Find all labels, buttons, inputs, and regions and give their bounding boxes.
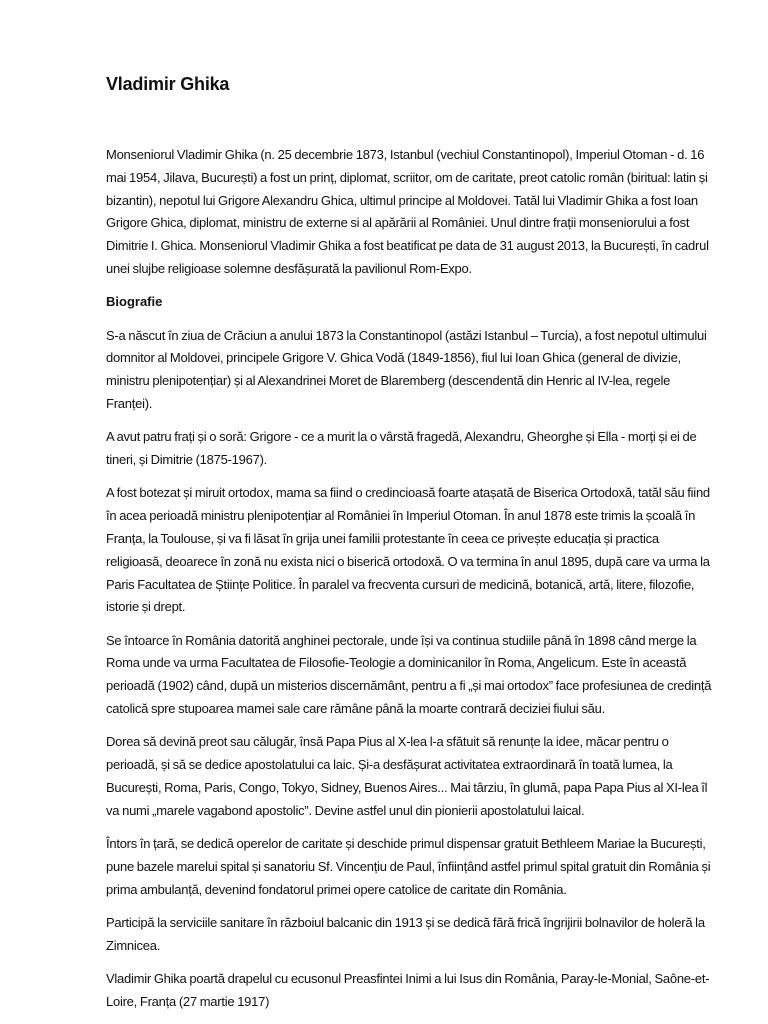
biography-paragraph-1: S-a născut în ziua de Crăciun a anului 1873 la Constantinopol (astăzi Istanbul – Turcia), a fost nepotul ultimului domnitor al Moldovei, principele Grigore V. Ghica Vodă (1849-1856), fiul lui Ioan Ghica (general de divizie, ministru plenipotențiar) și al Alexandrinei Moret de Blaremberg (descendentă din Henric al IV-lea, regele Franței). (106, 327, 707, 411)
biography-paragraph-8: Vladimir Ghika poartă drapelul cu ecusonul Preasfintei Inimi a lui Isus din România, Paray-le-Monial, Saône-et-Loire, Franța (27 martie 1917) (106, 971, 710, 1009)
biography-paragraph-3: A fost botezat și miruit ortodox, mama sa fiind o credincioasă foarte atașată de Biserica Ortodoxă, tatăl său fiind în acea perioadă ministru plenipotențiar al României în Imperiul Otoman. În anul 1878 este trimis la școală în Franța, la Toulouse, și va fi lăsat în grija unei familii protestante în ceea ce privește educația și practica religioasă, deoarece în zonă nu exista nici o biserică ortodoxă. O va termina în anul 1895, după care va urma la Paris Facultatea de Științe Politice. În paralel va frecventa cursuri de medicină, botanică, artă, litere, filozofie, istorie și drept. (106, 485, 710, 615)
document-title: Vladimir Ghika (106, 74, 230, 94)
biography-paragraph-6: Întors în țară, se dedică operelor de caritate și deschide primul dispensar gratuit Bethleem Mariae la București, pune bazele marelui spital și sanatoriu Sf. Vincențiu de Paul, înființând astfel primul spital gratuit din România și prima ambulanță, devenind fondatorul primei opere catolice de caritate din România. (106, 836, 711, 897)
intro-paragraph: Monseniorul Vladimir Ghika (n. 25 decembrie 1873, Istanbul (vechiul Constantinopol), Imperiul Otoman - d. 16 mai 1954, Jilava, București) a fost un prinț, diplomat, scriitor, om de caritate, preot catolic român (biritual: latin și bizantin), nepotul lui Grigore Alexandru Ghica, ultimul principe al Moldovei. Tatăl lui Vladimir Ghika a fost Ioan Grigore Ghica, diplomat, ministru de externe si al apărării al României. Unul dintre frații monseniorului a fost Dimitrie I. Ghica. Monseniorul Vladimir Ghika a fost beatificat pe data de 31 august 2013, la București, în cadrul unei slujbe religioase solemne desfășurată la pavilionul Rom-Expo. (106, 147, 709, 276)
biography-paragraph-7: Participă la serviciile sanitare în războiul balcanic din 1913 și se dedică fără frică îngrijirii bolnavilor de holeră la Zimnicea. (106, 914, 705, 953)
section-heading-biografie: Biografie (106, 294, 163, 310)
biography-paragraph-5: Dorea să devină preot sau călugăr, însă Papa Pius al X-lea l-a sfătuit să renunțe la idee, măcar pentru o perioadă, și să se dedice apostolatului ca laic. Și-a desfășurat activitatea extraordinară în toată lumea, la București, Roma, Paris, Congo, Tokyo, Sidney, Buenos Aires... Mai târziu, în glumă, papa Papa Pius al XI-lea îl va numi „marele vagabond apostolic”. Devine astfel unul din pionierii apostolatului laical. (106, 734, 708, 818)
document-body (106, 144, 714, 1024)
biography-paragraph-2: A avut patru frați și o soră: Grigore - ce a murit la o vârstă fragedă, Alexandru, Gheorghe și Ella - morți și ei de tineri, și Dimitrie (1875-1967). (106, 429, 697, 468)
biography-paragraph-4: Se întoarce în România datorită anghinei pectorale, unde își va continua studiile până în 1898 când merge la Roma unde va urma Facultatea de Filosofie-Teologie a dominicanilor în Roma, Angelicum. Este în această perioadă (1902) când, după un misterios discernământ, pentru a fi „și mai ortodox” face profesiunea de credință catolică spre stupoarea mamei sale care rămâne până la moarte contrară deciziei fiului său. (106, 632, 712, 717)
